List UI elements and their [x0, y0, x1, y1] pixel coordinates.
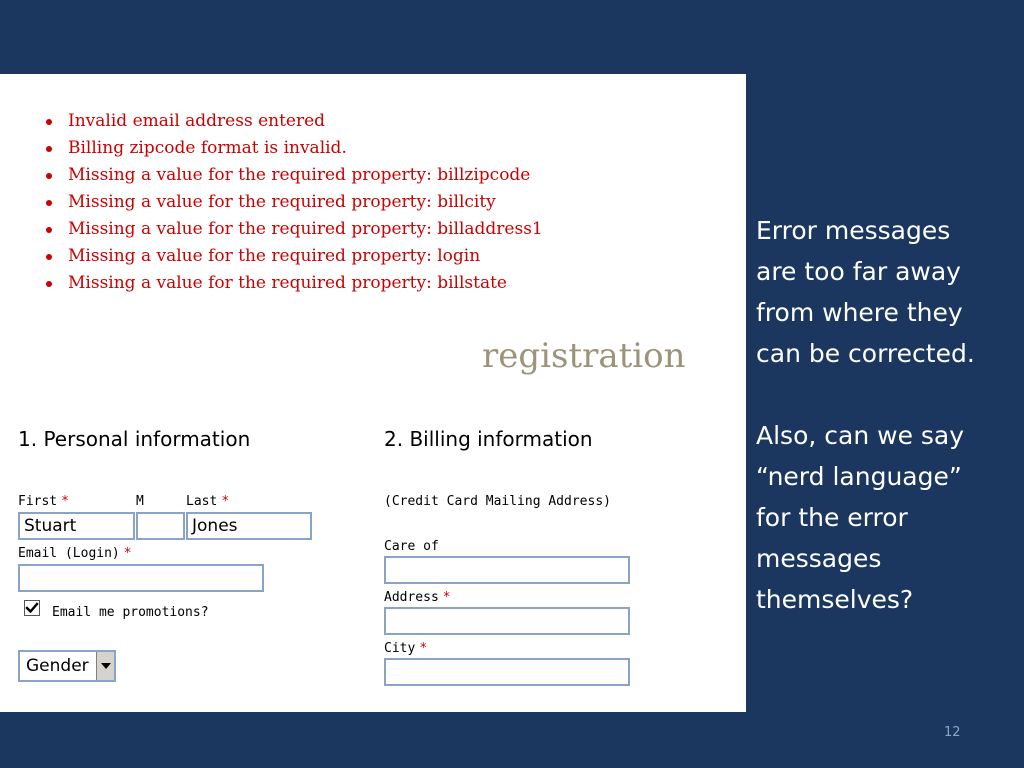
- first-name-label-text: First: [18, 494, 58, 509]
- commentary-paragraph-1: Error messages are too far away from where they can be corrected.: [756, 216, 975, 368]
- care-of-input[interactable]: [384, 556, 630, 584]
- address-label: [384, 590, 451, 606]
- first-name-input[interactable]: Stuart: [18, 512, 135, 540]
- error-message: Missing a value for the required property: login: [44, 243, 543, 270]
- billing-subtitle: (Credit Card Mailing Address): [384, 494, 611, 509]
- city-label: [384, 641, 427, 657]
- email-promotions-checkbox[interactable]: [24, 600, 40, 616]
- required-marker: *: [123, 546, 132, 561]
- error-message-list: [44, 108, 543, 297]
- required-marker: *: [61, 494, 69, 509]
- error-message: Missing a value for the required property: billaddress1: [44, 216, 543, 243]
- city-input[interactable]: [384, 658, 630, 686]
- personal-information-heading: 1. Personal information: [18, 427, 251, 451]
- required-marker: *: [221, 494, 230, 509]
- gender-select[interactable]: [18, 650, 116, 682]
- gender-select-value: Gender: [26, 656, 89, 676]
- address-label-text: Address: [384, 590, 439, 605]
- chevron-down-icon[interactable]: [96, 652, 114, 680]
- error-message: Missing a value for the required property: billcity: [44, 189, 543, 216]
- error-message: Invalid email address entered: [44, 108, 543, 135]
- care-of-label: Care of: [384, 539, 439, 554]
- last-name-input[interactable]: Jones: [186, 512, 312, 540]
- email-login-input[interactable]: [18, 564, 264, 592]
- error-message: Missing a value for the required property: billzipcode: [44, 162, 543, 189]
- middle-initial-label: M: [136, 494, 144, 509]
- error-message: Missing a value for the required property: billstate: [44, 270, 543, 297]
- slide-number: 12: [944, 725, 961, 740]
- required-marker: *: [442, 590, 451, 605]
- billing-information-heading: 2. Billing information: [384, 427, 593, 451]
- city-label-text: City: [384, 641, 416, 656]
- first-name-label: [18, 494, 69, 510]
- middle-initial-input[interactable]: [136, 512, 185, 540]
- registration-title: registration: [482, 336, 686, 376]
- email-promotions-label: Email me promotions?: [52, 605, 209, 620]
- address-input[interactable]: [384, 607, 630, 635]
- error-message: Billing zipcode format is invalid.: [44, 135, 543, 162]
- last-name-label: [186, 494, 229, 510]
- required-marker: *: [419, 641, 428, 656]
- checkmark-icon: [25, 601, 39, 615]
- email-login-label-text: Email (Login): [18, 546, 120, 561]
- registration-screenshot: [0, 74, 746, 712]
- commentary-paragraph-2: Also, can we say “nerd language” for the error messages themselves?: [756, 421, 965, 614]
- email-login-label: [18, 546, 132, 562]
- paragraph-spacer: [756, 374, 1016, 415]
- slide-commentary: [756, 210, 1016, 620]
- last-name-label-text: Last: [186, 494, 218, 509]
